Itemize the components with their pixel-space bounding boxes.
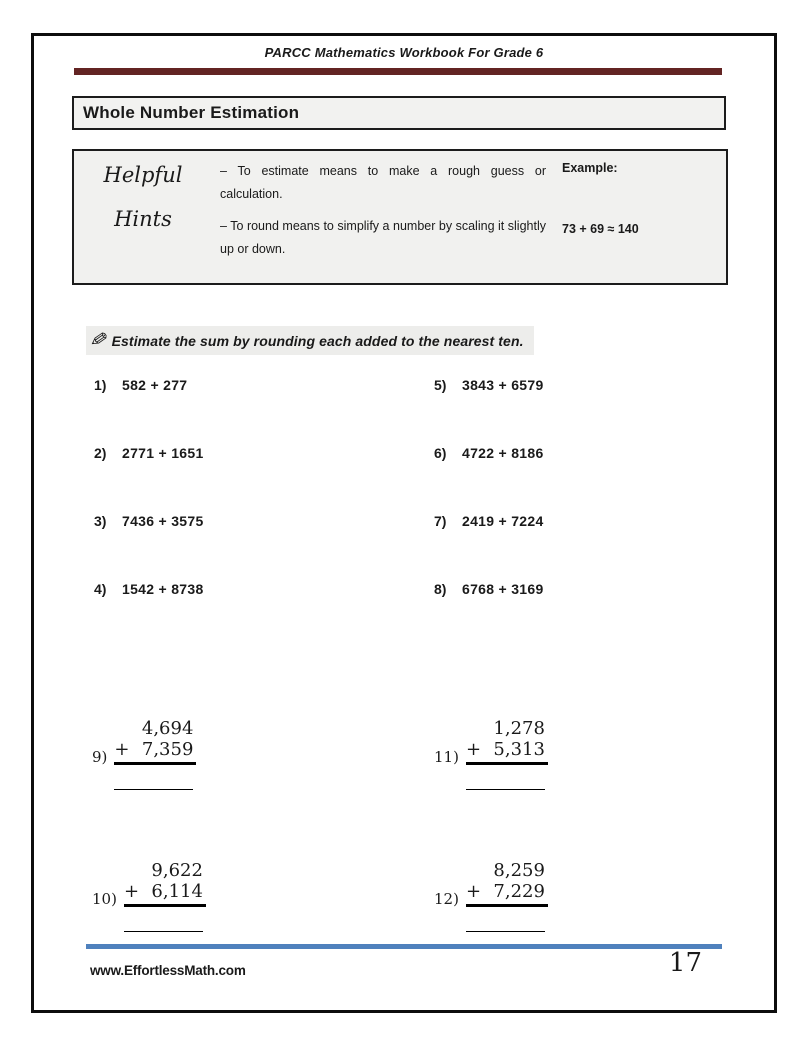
problem-number: 4) (94, 581, 107, 597)
problem-expression: 4722 + 8186 (462, 445, 544, 461)
instruction-text: Estimate the sum by rounding each added to the nearest ten. (111, 332, 524, 349)
section-title-box (72, 96, 726, 130)
hints-label-bottom: Hints (114, 207, 172, 231)
plus-sign: + (114, 739, 130, 760)
addend-bottom-row (114, 739, 196, 765)
problem-expression: 6768 + 3169 (462, 581, 544, 597)
problem-5 (434, 377, 758, 445)
problem-number: 1) (94, 377, 107, 393)
answer-line (124, 931, 203, 932)
addend-bottom: 7,359 (141, 739, 194, 760)
problem-11 (434, 648, 758, 790)
problem-expression: 2771 + 1651 (122, 445, 204, 461)
vertical-problems-grid (92, 648, 758, 932)
problem-6 (434, 445, 758, 513)
problem-9 (92, 648, 434, 790)
helpful-hints-box (72, 149, 728, 285)
addend-bottom: 5,313 (493, 739, 545, 760)
book-title: PARCC Mathematics Workbook For Grade 6 (264, 45, 544, 60)
hint-bullet-1: – To estimate means to make a rough guess or calculation. (220, 164, 546, 202)
problem-10 (92, 790, 434, 932)
problem-number: 9) (92, 748, 108, 766)
answer-line (466, 931, 545, 932)
addend-bottom: 7,229 (493, 881, 545, 902)
page-number: 17 (668, 948, 702, 978)
workbook-page (31, 33, 777, 1013)
problem-number: 5) (434, 377, 447, 393)
example-value: 73 + 69 ≈ 140 (562, 222, 639, 236)
problem-expression: 2419 + 7224 (462, 513, 544, 529)
hints-example (560, 151, 726, 283)
problem-expression: 3843 + 6579 (462, 377, 544, 393)
addition-block (466, 860, 548, 932)
addend-bottom-row (124, 881, 206, 907)
problem-expression: 7436 + 3575 (122, 513, 204, 529)
horizontal-problems-grid (94, 377, 758, 649)
hints-label (74, 151, 212, 283)
problem-number: 2) (94, 445, 107, 461)
plus-sign: + (465, 739, 482, 760)
footer-divider-line (86, 944, 722, 949)
problem-number: 6) (434, 445, 447, 461)
plus-sign: + (465, 881, 482, 902)
problem-expression: 582 + 277 (122, 377, 188, 393)
addend-bottom-row (466, 739, 548, 765)
writing-hand-icon: ✎ (88, 327, 110, 354)
addend-top: 8,259 (493, 860, 545, 881)
problem-3 (94, 513, 434, 581)
problem-number: 8) (434, 581, 447, 597)
addition-block (124, 860, 206, 932)
addend-bottom: 6,114 (151, 881, 203, 902)
problem-number: 7) (434, 513, 447, 529)
problem-8 (434, 581, 758, 649)
hints-label-top: Helpful (103, 163, 183, 187)
header-divider-bar (74, 68, 722, 75)
problem-number: 10) (92, 890, 117, 908)
hint-bullet-2: – To round means to simplify a number by scaling it slightly up or down. (220, 219, 546, 257)
problem-number: 3) (94, 513, 107, 529)
addend-top: 1,278 (493, 718, 545, 739)
addition-block (114, 718, 196, 790)
hints-text (212, 151, 560, 283)
addition-block (466, 718, 548, 790)
problem-number: 11) (434, 748, 459, 766)
addend-bottom-row (466, 881, 548, 907)
problem-7 (434, 513, 758, 581)
addend-top: 4,694 (141, 718, 194, 739)
problem-4 (94, 581, 434, 649)
problem-expression: 1542 + 8738 (122, 581, 204, 597)
instruction-banner (86, 326, 534, 355)
problem-12 (434, 790, 758, 932)
problem-1 (94, 377, 434, 445)
plus-sign: + (123, 881, 140, 902)
addend-top: 9,622 (151, 860, 203, 881)
problem-number: 12) (434, 890, 459, 908)
example-label: Example: (562, 161, 618, 175)
section-title: Whole Number Estimation (83, 103, 300, 122)
problem-2 (94, 445, 434, 513)
website-url: www.EffortlessMath.com (90, 963, 246, 978)
